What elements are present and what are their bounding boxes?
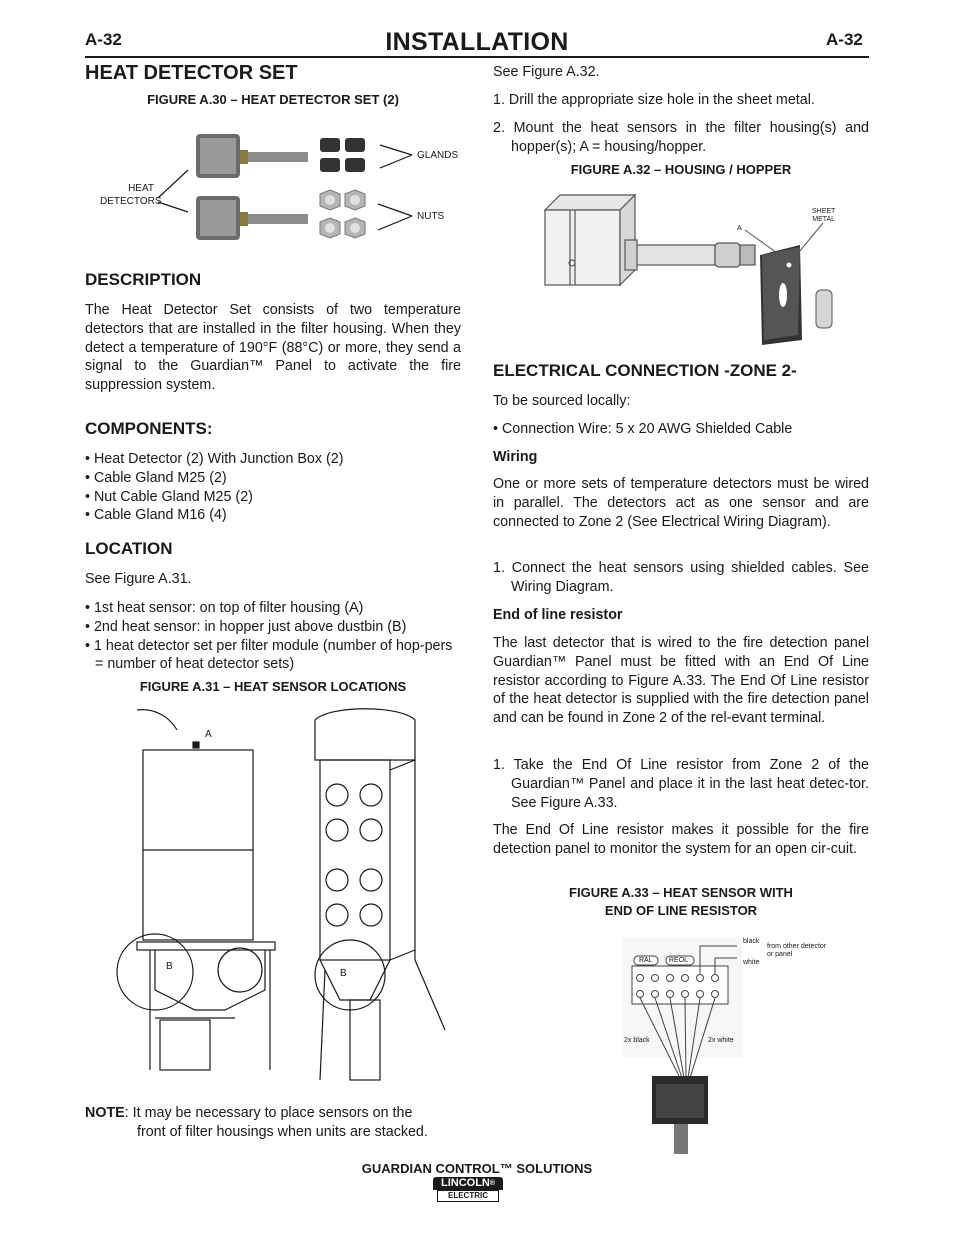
list-item: • 1st heat sensor: on top of filter housing (A) [85, 600, 364, 616]
components-list [85, 450, 461, 525]
page-number-left: A-32 [85, 30, 122, 49]
label-sensor-b-right: B [340, 968, 347, 979]
figure-a31-image [115, 700, 455, 1090]
connection-wire: • Connection Wire: 5 x 20 AWG Shielded Cable [493, 421, 793, 437]
label-2x-black: 2x black [624, 1037, 650, 1044]
figure-a30-caption: FIGURE A.30 – HEAT DETECTOR SET (2) [147, 92, 399, 107]
note-text: : It may be necessary to place sensors on the [124, 1105, 413, 1121]
figure-a33-image [622, 938, 742, 1154]
label-sensor-b-left: B [166, 961, 173, 972]
label-heat-detectors: HEAT DETECTORS [100, 183, 162, 207]
description-text: The Heat Detector Set consists of two temperature detectors that are installed in the filter housing. When they detect a temperature of 190°F (88°C) or more, they send a signal to the Guardian™ Panel to activate the fire suppression system. [85, 302, 461, 394]
label-white: white [743, 959, 760, 966]
label-reol: REOL [669, 957, 689, 964]
location-see: See Figure A.31. [85, 571, 192, 587]
location-list [85, 599, 461, 674]
list-item: • Cable Gland M25 (2) [85, 469, 227, 486]
list-item: 1. Drill the appropriate size hole in the sheet metal. [493, 92, 815, 108]
list-item: • 2nd heat sensor: in hopper just above dustbin (B) [85, 618, 407, 635]
label-black: black [743, 938, 760, 945]
list-item: • Heat Detector (2) With Junction Box (2) [85, 451, 344, 467]
wiring-heading: Wiring [493, 449, 538, 465]
label-2x-white: 2x white [708, 1037, 734, 1044]
list-item: 2. Mount the heat sensors in the filter housing(s) and hopper(s); A = housing/hopper. [493, 119, 869, 155]
eol-final: The End Of Line resistor makes it possible for the fire detection panel to monitor the system for an open cir-cuit. [493, 822, 869, 857]
location-heading: LOCATION [85, 539, 173, 558]
description-heading: DESCRIPTION [85, 270, 202, 289]
note [85, 1104, 461, 1142]
eol-heading: End of line resistor [493, 607, 623, 623]
label-sensor-a: A [205, 729, 212, 740]
label-ral: RAL [639, 957, 653, 964]
sourced-locally: To be sourced locally: [493, 393, 631, 409]
eol-step: 1. Take the End Of Line resistor from Zone 2 of the Guardian™ Panel and place it in the last heat detec-tor. See Figure A.33. [493, 757, 869, 811]
label-housing-a: A [737, 225, 742, 232]
wiring-text: One or more sets of temperature detectors must be wired in parallel. The detectors act as one sensor and are connected to Zone 2 (See Electrical Wiring Diagram). [493, 476, 869, 530]
wiring-step: 1. Connect the heat sensors using shielded cables. See Wiring Diagram. [493, 560, 869, 595]
figure-a32-caption: FIGURE A.32 – HOUSING / HOPPER [570, 162, 792, 177]
list-item: • Cable Gland M16 (4) [85, 507, 227, 524]
eol-text: The last detector that is wired to the fire detection panel Guardian™ Panel must be fitted with an End Of Line resistor according to Figure A.33. The End Of Line resistor of the heat detector is supplied with the fire detection panel and can be found in Zone 2 of the rel-evant terminal. [493, 635, 869, 727]
lincoln-electric-logo: LINCOLN® ELECTRIC [433, 1177, 503, 1203]
components-heading: COMPONENTS: [85, 419, 213, 438]
mount-steps [493, 91, 869, 156]
label-glands: GLANDS [417, 150, 459, 161]
figure-a31-caption: FIGURE A.31 – HEAT SENSOR LOCATIONS [139, 679, 407, 694]
note-label: NOTE [85, 1105, 125, 1121]
label-sheet-metal: SHEET METAL [812, 208, 836, 223]
section-title: HEAT DETECTOR SET [85, 62, 298, 84]
figure-a30-arrows [150, 140, 420, 240]
footer-text: GUARDIAN CONTROL™ SOLUTIONS [361, 1161, 593, 1176]
page-title: INSTALLATION [385, 28, 569, 56]
list-item: • 1 heat detector set per filter module (number of hop-pers = number of heat detector sets) [85, 637, 453, 673]
header-rule [85, 56, 869, 58]
label-nuts: NUTS [417, 211, 445, 222]
electrical-heading: ELECTRICAL CONNECTION -ZONE 2- [493, 361, 797, 380]
page-number-right: A-32 [826, 30, 863, 49]
figure-a32-image [540, 185, 850, 345]
list-item: • Nut Cable Gland M25 (2) [85, 488, 253, 505]
note-text-continued: front of filter housings when units are stacked. [137, 1123, 428, 1140]
figure-a33-caption: FIGURE A.33 – HEAT SENSOR WITH END OF LINE RESISTOR [569, 885, 793, 918]
label-from-other-detector: from other detector or panel [767, 943, 827, 958]
right-see-figure: See Figure A.32. [493, 64, 600, 80]
